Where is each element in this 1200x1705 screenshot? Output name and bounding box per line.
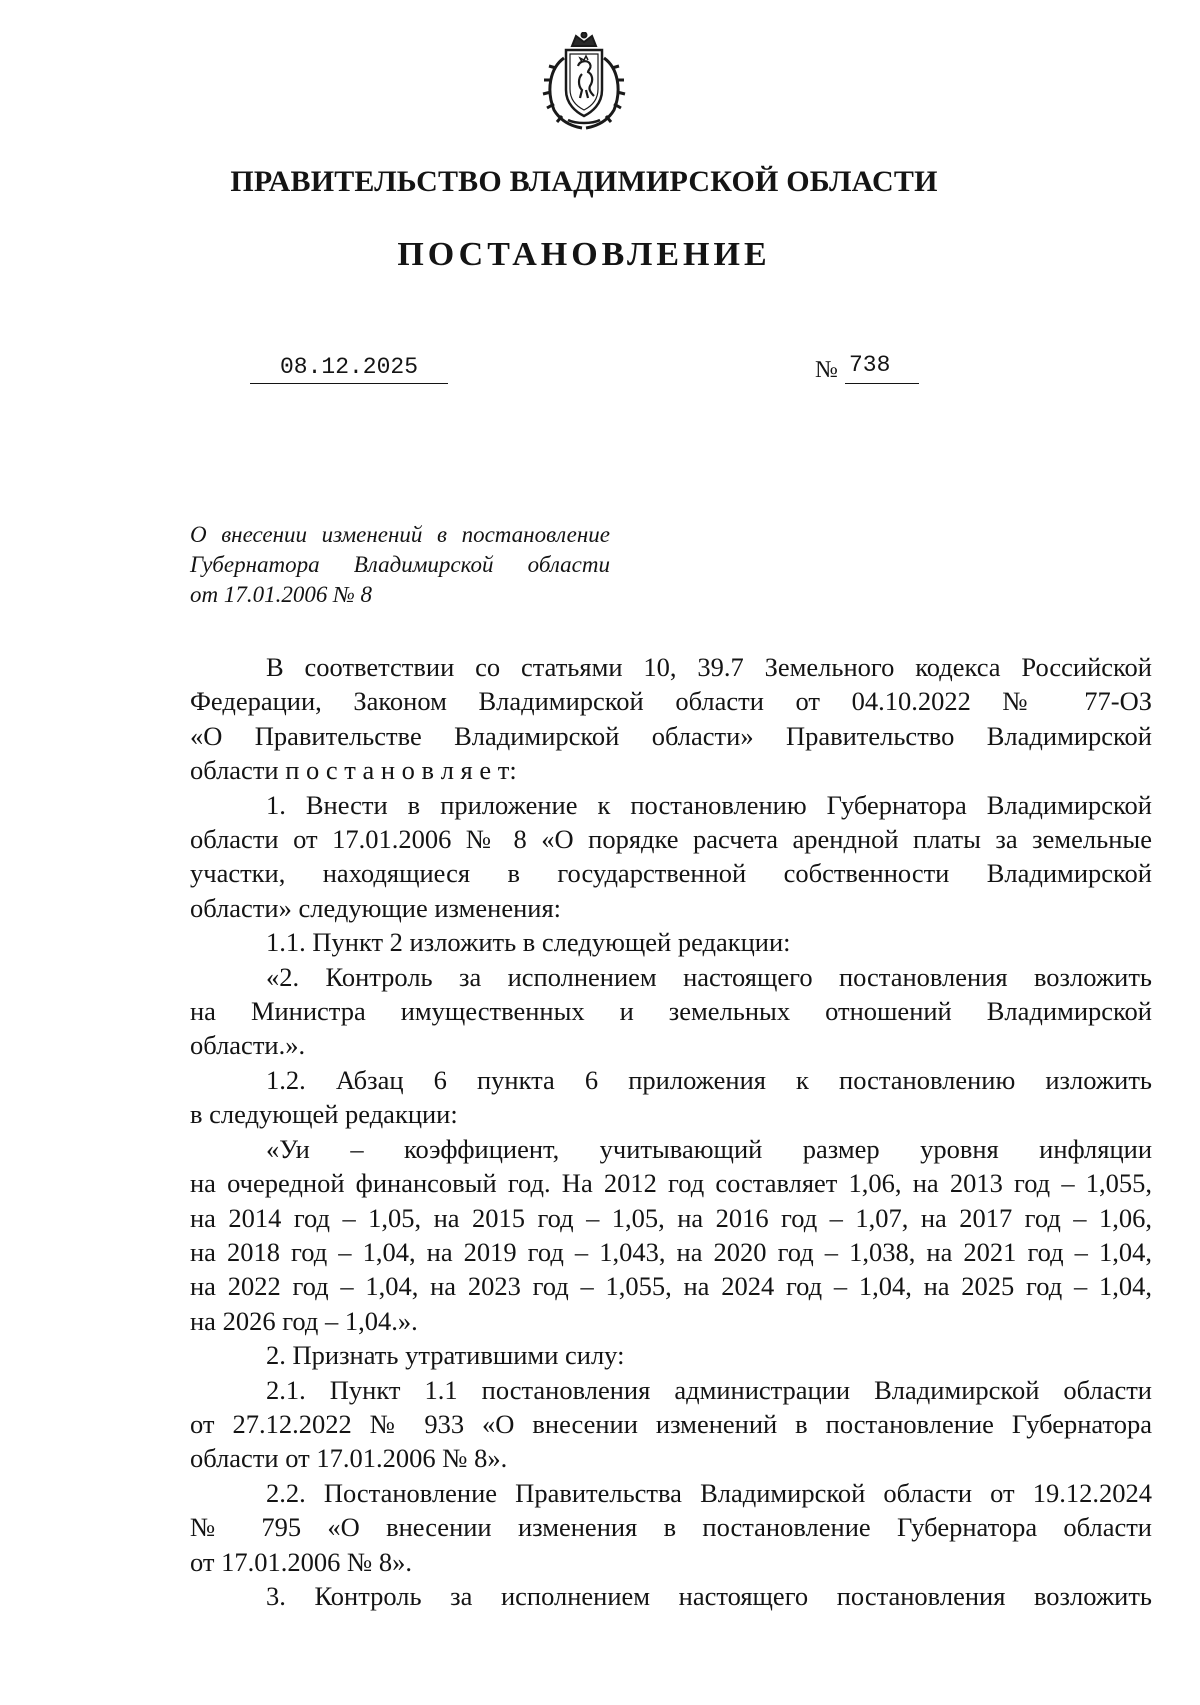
body-line: области.». (190, 1030, 306, 1061)
body-line: участки, находящиеся в государственной собственности Владимирской (190, 858, 1152, 889)
organization-title: ПРАВИТЕЛЬСТВО ВЛАДИМИРСКОЙ ОБЛАСТИ (230, 165, 938, 198)
body-line: на 2026 год – 1,04.». (190, 1305, 418, 1336)
body-line: 1.1. Пункт 2 изложить в следующей редакции: (266, 927, 791, 958)
document-type-title: ПОСТАНОВЛЕНИЕ (397, 236, 771, 273)
body-line: 2.2. Постановление Правительства Владимирской области от 19.12.2024 (266, 1477, 1152, 1508)
body-line: на 2018 год – 1,04, на 2019 год – 1,043, на 2020 год – 1,038, на 2021 год – 1,04, (190, 1236, 1152, 1267)
document-number: 738 (845, 352, 919, 384)
body-line: от 17.01.2006 № 8». (190, 1546, 413, 1577)
body-line: «О Правительстве Владимирской области» Правительство Владимирской (190, 720, 1152, 751)
body-line: 1.2. Абзац 6 пункта 6 приложения к постановлению изложить (266, 1064, 1152, 1095)
body-line: от 27.12.2022 № 933 «О внесении изменений в постановление Губернатора (190, 1408, 1152, 1439)
body-line: области» следующие изменения: (190, 892, 562, 923)
body-line: 2.1. Пункт 1.1 постановления администрации Владимирской области (266, 1374, 1152, 1405)
document-subject (190, 520, 610, 610)
document-number-label: № (815, 357, 838, 383)
body-line: 3. Контроль за исполнением настоящего постановления возложить (266, 1580, 1152, 1611)
body-line: на очередной финансовый год. На 2012 год составляет 1,06, на 2013 год – 1,055, (190, 1168, 1152, 1199)
subject-line: Губернатора Владимирской области (190, 552, 610, 577)
body-line: на 2022 год – 1,04, на 2023 год – 1,055, на 2024 год – 1,04, на 2025 год – 1,04, (190, 1271, 1152, 1302)
body-line: В соответствии со статьями 10, 39.7 Земельного кодекса Российской (266, 652, 1152, 682)
document-body (190, 650, 1152, 1613)
body-line: «Уи – коэффициент, учитывающий размер уровня инфляции (266, 1133, 1152, 1164)
body-line: в следующей редакции: (190, 1099, 458, 1130)
body-line: Федерации, Законом Владимирской области от 04.10.2022 № 77-ОЗ (190, 686, 1152, 717)
subject-line: от 17.01.2006 № 8 (190, 582, 373, 607)
body-line: области п о с т а н о в л я е т: (190, 755, 517, 786)
body-line: на 2014 год – 1,05, на 2015 год – 1,05, на 2016 год – 1,07, на 2017 год – 1,06, (190, 1202, 1152, 1233)
document-date: 08.12.2025 (250, 354, 448, 384)
body-line: области от 17.01.2006 № 8 «О порядке расчета арендной платы за земельные (190, 824, 1152, 855)
coat-of-arms-icon (538, 32, 630, 130)
body-line: № 795 «О внесении изменения в постановление Губернатора области (190, 1512, 1152, 1543)
body-line: на Министра имущественных и земельных отношений Владимирской (190, 996, 1152, 1027)
body-line: области от 17.01.2006 № 8». (190, 1443, 508, 1474)
body-line: 1. Внести в приложение к постановлению Губернатора Владимирской (266, 789, 1152, 820)
body-line: «2. Контроль за исполнением настоящего постановления возложить (266, 961, 1152, 992)
body-line: 2. Признать утратившими силу: (266, 1340, 625, 1371)
subject-line: О внесении изменений в постановление (190, 522, 610, 547)
